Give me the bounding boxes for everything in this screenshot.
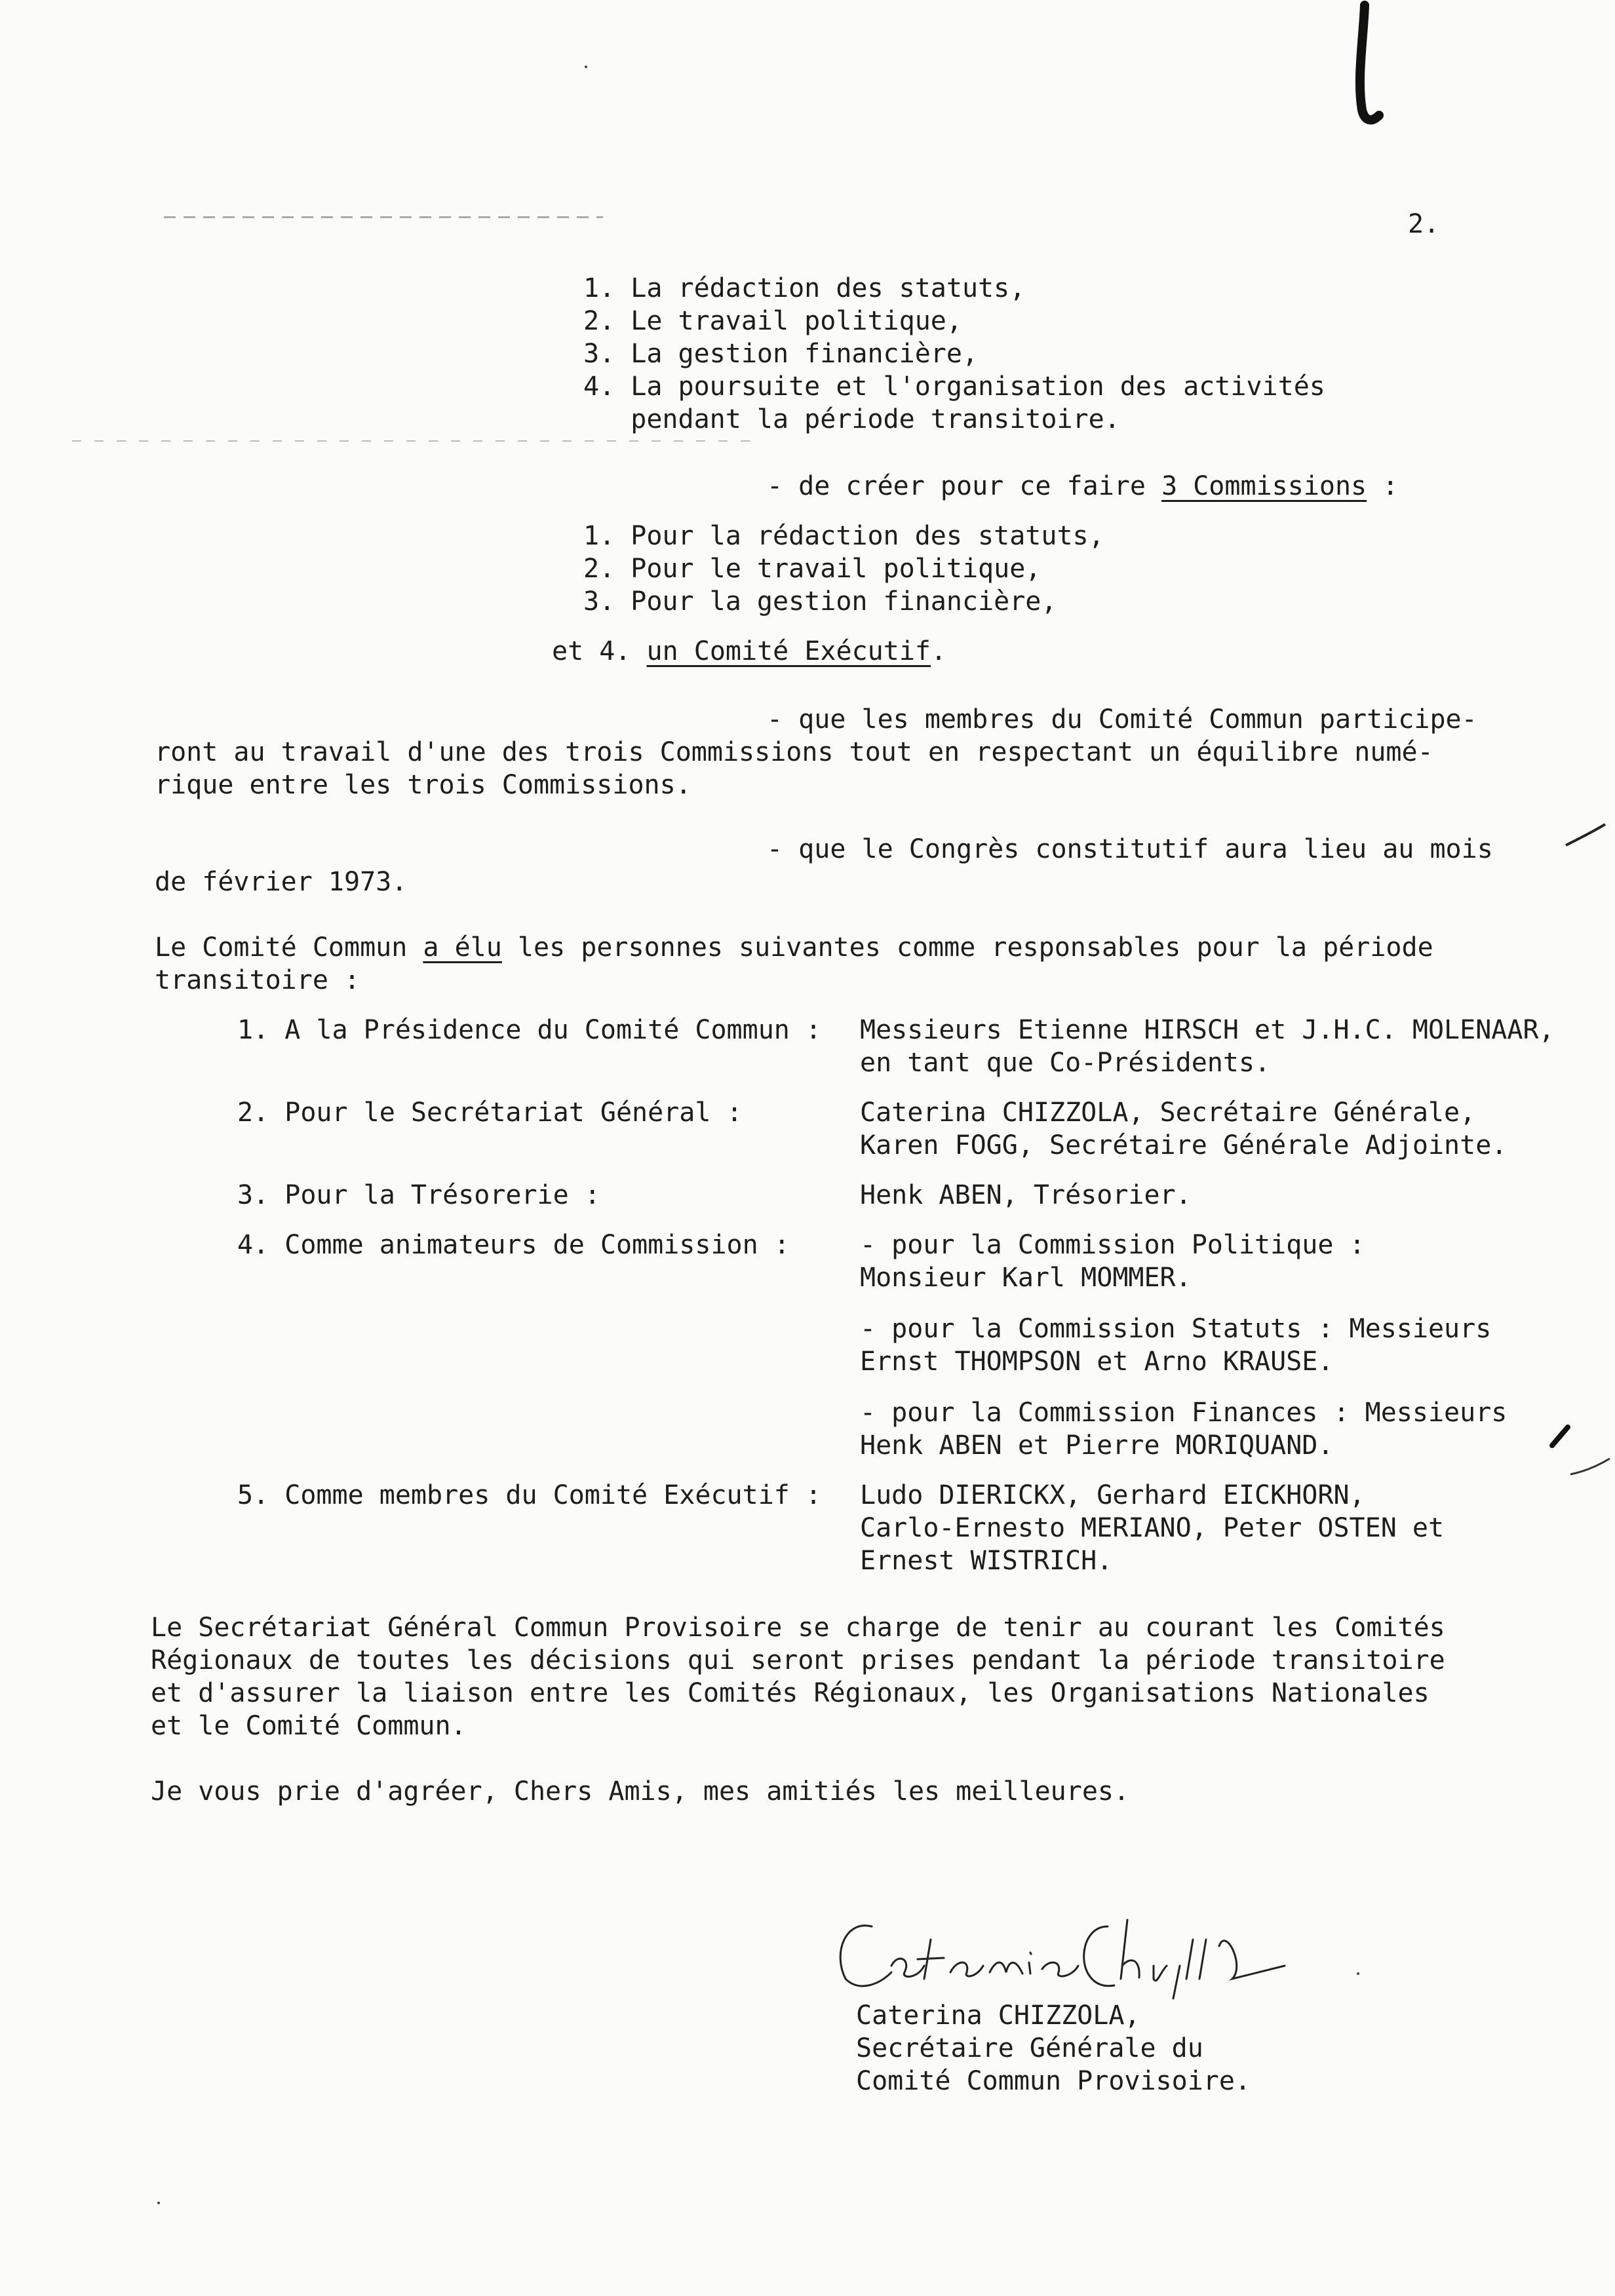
- list1-item: 2. Le travail politique,: [583, 306, 962, 336]
- scan-speck: [1357, 1972, 1359, 1975]
- decision-underlined: 3 Commissions: [1161, 471, 1367, 501]
- role-value: - pour la Commission Finances : Messieurs: [860, 1398, 1508, 1428]
- scan-speck: [585, 66, 587, 68]
- role-label: 2. Pour le Secrétariat Général :: [237, 1098, 743, 1128]
- signature-title: Secrétaire Générale du: [856, 2033, 1203, 2063]
- list2-last-item: [552, 634, 946, 668]
- role-value: Ludo DIERICKX, Gerhard EICKHORN,: [860, 1480, 1365, 1510]
- role-value: Carlo-Ernesto MERIANO, Peter OSTEN et: [860, 1513, 1445, 1543]
- role-value: - pour la Commission Politique :: [860, 1230, 1365, 1260]
- decision-suffix: :: [1367, 471, 1399, 501]
- role-value: - pour la Commission Statuts : Messieurs: [860, 1314, 1492, 1344]
- role-label: 1. A la Présidence du Comité Commun :: [237, 1015, 822, 1045]
- role-value: Ernest WISTRICH.: [860, 1546, 1113, 1576]
- role-value: Ernst THOMPSON et Arno KRAUSE.: [860, 1347, 1334, 1377]
- list2-item: 2. Pour le travail politique,: [583, 554, 1041, 584]
- decision-prefix: - de créer pour ce faire: [767, 471, 1162, 501]
- list1-item: 4. La poursuite et l'organisation des activités: [583, 372, 1325, 402]
- list1-item: 3. La gestion financière,: [583, 339, 979, 369]
- closing-line: Je vous prie d'agréer, Chers Amis, mes amitiés les meilleures.: [151, 1776, 1130, 1807]
- secretariat-para-line: Régionaux de toutes les décisions qui seront prises pendant la période transitoire: [151, 1645, 1445, 1675]
- members-para-line: ront au travail d'une des trois Commissions tout en respectant un équilibre numé-: [155, 737, 1433, 767]
- election-intro-line2: transitoire :: [155, 965, 360, 995]
- scan-streak: [72, 440, 760, 442]
- scan-speck: [157, 2202, 160, 2204]
- role-value: Henk ABEN et Pierre MORIQUAND.: [860, 1430, 1334, 1461]
- role-value: en tant que Co-Présidents.: [860, 1048, 1271, 1078]
- list2-last-prefix: et 4.: [552, 636, 647, 666]
- list1-item: pendant la période transitoire.: [583, 404, 1120, 434]
- role-value: Karen FOGG, Secrétaire Générale Adjointe.: [860, 1130, 1508, 1160]
- role-value: Messieurs Etienne HIRSCH et J.H.C. MOLENAAR,: [860, 1015, 1555, 1045]
- election-prefix: Le Comité Commun: [155, 932, 423, 963]
- list1-item: 1. La rédaction des statuts,: [583, 273, 1026, 303]
- signature-name: Caterina CHIZZOLA,: [856, 2000, 1140, 2031]
- secretariat-para-line: Le Secrétariat Général Commun Provisoire se charge de tenir au courant les Comités: [151, 1613, 1445, 1643]
- secretariat-para-line: et d'assurer la liaison entre les Comités Régionaux, les Organisations Nationales: [151, 1678, 1430, 1708]
- role-label: 5. Comme membres du Comité Exécutif :: [237, 1480, 822, 1510]
- role-label: 4. Comme animateurs de Commission :: [237, 1230, 790, 1260]
- role-value: Caterina CHIZZOLA, Secrétaire Générale,: [860, 1098, 1476, 1128]
- election-suffix: les personnes suivantes comme responsables pour la période: [501, 932, 1433, 963]
- list2-item: 1. Pour la rédaction des statuts,: [583, 521, 1104, 551]
- election-underlined: a élu: [423, 932, 502, 963]
- page-number: 2.: [1408, 209, 1440, 239]
- corner-handwritten-mark: [1337, 0, 1390, 131]
- scan-streak: [164, 216, 603, 218]
- list2-last-underlined: un Comité Exécutif: [646, 636, 931, 666]
- margin-pen-mark: [1568, 1455, 1614, 1481]
- role-value: Henk ABEN, Trésorier.: [860, 1180, 1192, 1210]
- secretariat-para-line: et le Comité Commun.: [151, 1711, 467, 1741]
- congress-para-line: - que le Congrès constitutif aura lieu au mois: [767, 834, 1493, 864]
- election-intro: [155, 930, 1433, 965]
- role-value: Monsieur Karl MOMMER.: [860, 1263, 1192, 1293]
- list2-item: 3. Pour la gestion financière,: [583, 586, 1057, 617]
- congress-para-line: de février 1973.: [155, 867, 408, 897]
- signature-org: Comité Commun Provisoire.: [856, 2066, 1251, 2096]
- decision-commissions: [767, 469, 1398, 503]
- margin-pen-mark: [1548, 1423, 1574, 1449]
- role-label: 3. Pour la Trésorerie :: [237, 1180, 600, 1210]
- members-para-line: rique entre les trois Commissions.: [155, 770, 691, 800]
- margin-pen-mark: [1563, 819, 1609, 858]
- members-para-line: - que les membres du Comité Commun participe-: [767, 704, 1477, 735]
- list2-last-suffix: .: [930, 636, 947, 666]
- handwritten-signature: [826, 1900, 1324, 2005]
